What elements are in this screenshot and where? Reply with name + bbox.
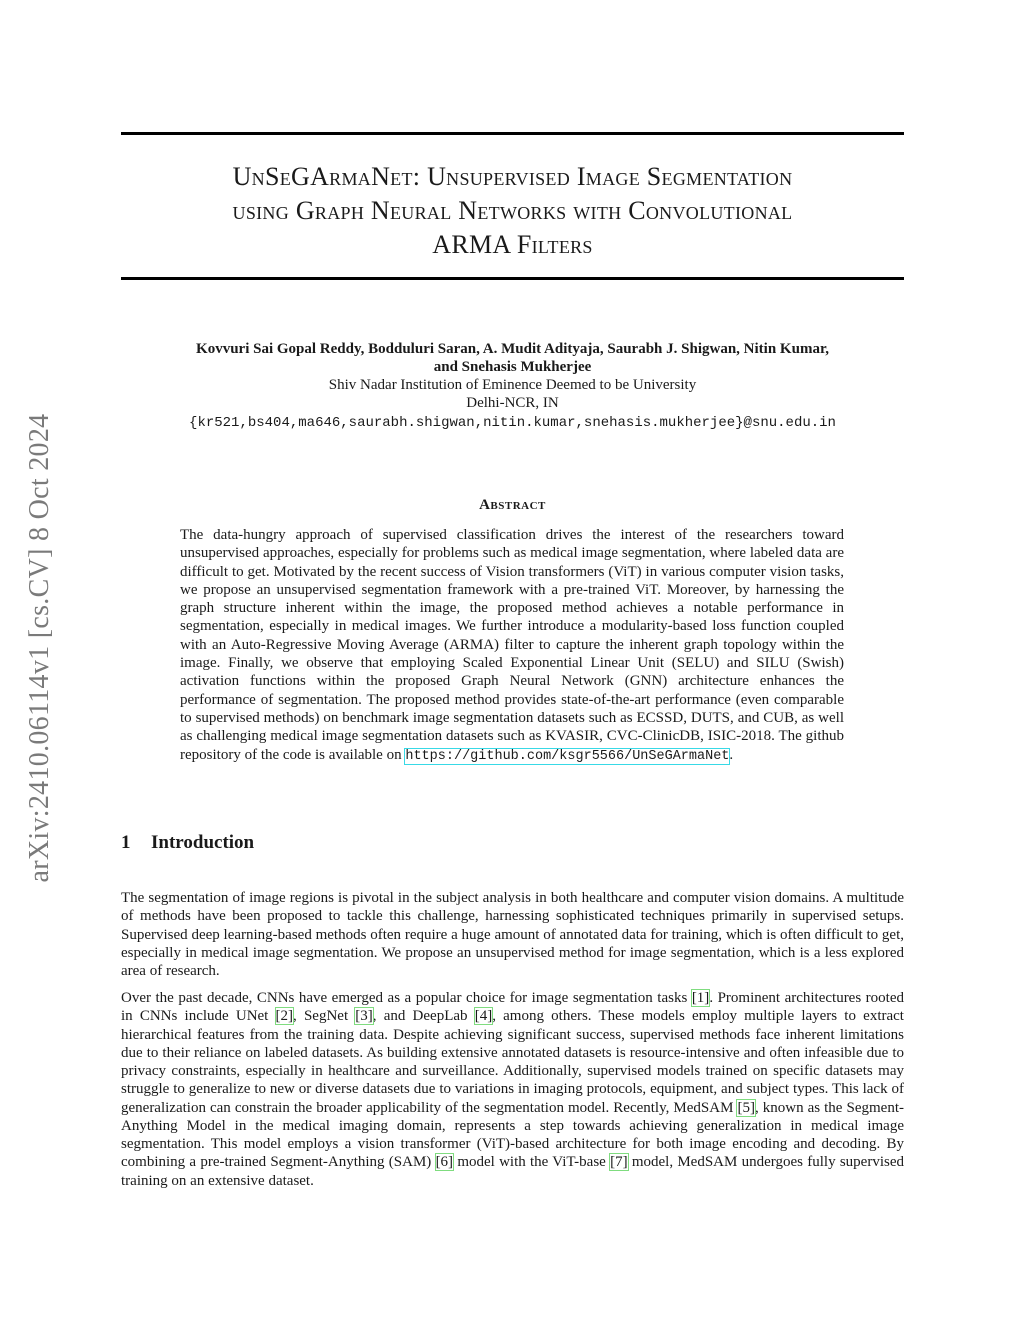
citation-link[interactable]: [5] xyxy=(737,1099,755,1116)
citation-link[interactable]: [4] xyxy=(474,1008,493,1025)
github-repo-link[interactable]: https://github.com/ksgr5566/UnSeGArmaNet xyxy=(405,748,730,764)
para2-text: , among others. These models employ multiple layers to extract hierarchical features from the training data. Despite achieving significant success, supervised methods face inherent limitations due to their reliance on labeled datasets. As building extensive annotated datasets is resource-intensive and often infeasible due to privacy constraints, especially in healthcare and surveillance. Additionally, supervised models trained on specific datasets may struggle to generalize to new or diverse datasets due to variations in imaging protocols, equipment, and subject types. This lack of generalization can constrain the broader applicability of the segmentation model. Recently, MedSAM xyxy=(121,1008,904,1116)
title-line-3: ARMA Filters xyxy=(432,230,593,259)
citation-link[interactable]: [2] xyxy=(275,1008,294,1025)
paper-title xyxy=(121,160,904,262)
author-names-line-1: Kovvuri Sai Gopal Reddy, Bodduluri Saran, A. Mudit Adityaja, Saurabh J. Shigwan, Nitin Kumar, xyxy=(196,341,829,357)
para2-text: , known as the Segment-Anything Model in the medical imaging domain, represents a step towards achieving generalization in medical image segmentation. This model employs a vision transformer (ViT)-based architecture for both image encoding and decoding. By combining a pre-trained Segment-Anything (SAM) xyxy=(121,1099,904,1171)
para2-text: model with the ViT-base xyxy=(453,1154,611,1171)
para2-text: model, MedSAM undergoes fully supervised training on an extensive dataset. xyxy=(121,1154,904,1189)
citation-link[interactable]: [7] xyxy=(610,1154,628,1171)
affiliation: Shiv Nadar Institution of Eminence Deemed to be University xyxy=(328,377,697,393)
title-line-2: using Graph Neural Networks with Convolutional xyxy=(232,196,793,225)
citation-link[interactable]: [3] xyxy=(355,1008,373,1025)
para2-text: Over the past decade, CNNs have emerged as a popular choice for image segmentation tasks xyxy=(121,990,692,1006)
para2-text: , SegNet xyxy=(293,1008,356,1025)
para2-text: . Prominent architectures rooted in CNNs include UNet xyxy=(121,990,905,1025)
arxiv-identifier-stamp: arXiv:2410.06114v1 [cs.CV] 8 Oct 2024 xyxy=(24,413,55,883)
para2-text: , and DeepLab xyxy=(372,1008,475,1025)
intro-paragraph-2 xyxy=(121,989,904,1190)
title-line-1: UnSeGArmaNet: Unsupervised Image Segmentation xyxy=(232,162,793,191)
abstract-body xyxy=(180,526,844,766)
intro-paragraph-1: The segmentation of image regions is pivotal in the subject analysis in both healthcare and computer vision domains. A multitude of methods have been proposed to tackle this challenge, harnessing sophisticated techniques primarily in supervised setups. Supervised deep learning-based methods often require a huge amount of annotated data for training, which is often difficult to get, especially in medical image segmentation. We propose an unsupervised method for image segmentation, which is a less explored area of research. xyxy=(121,890,904,979)
section-heading-introduction xyxy=(121,832,254,854)
abstract-heading: Abstract xyxy=(479,497,546,513)
author-block xyxy=(121,340,904,432)
author-names-line-2: and Snehasis Mukherjee xyxy=(433,359,592,375)
abstract-text: The data-hungry approach of supervised classification drives the interest of the researchers toward unsupervised approaches, especially for problems such as medical image segmentation, where labeled data are difficult to get. Motivated by the recent success of Vision transformers (ViT) in various computer vision tasks, we propose an unsupervised segmentation framework with a pre-trained ViT. Moreover, by harnessing the graph structure inherent within the image, the proposed method achieves a notable performance in segmentation, especially in medical images. We further introduce a modularity-based loss function coupled with an Auto-Regressive Moving Average (ARMA) filter to capture the inherent graph topology within the image. Finally, we observe that employing Scaled Exponential Linear Unit (SELU) and SILU (Swish) activation functions within the proposed Graph Neural Network (GNN) architecture enhances the performance of segmentation. The proposed method provides state-of-the-art performance (even comparable to supervised methods) on benchmark image segmentation datasets such as ECSSD, DUTS, and CUB, as well as challenging medical image segmentation datasets such as KVASIR, CVC-ClinicDB, ISIC-2018. The github repository of the code is available on xyxy=(180,527,844,763)
author-emails: {kr521,bs404,ma646,saurabh.shigwan,nitin.kumar,snehasis.mukherjee}@snu.edu.in xyxy=(189,415,836,431)
abstract-end-punct: . xyxy=(729,746,734,763)
affiliation-location: Delhi-NCR, IN xyxy=(466,395,559,411)
citation-link[interactable]: [6] xyxy=(435,1154,454,1171)
section-number: 1 xyxy=(121,832,131,853)
title-rule-bottom xyxy=(121,277,904,280)
section-title: Introduction xyxy=(151,832,255,853)
title-rule-top xyxy=(121,132,904,135)
citation-link[interactable]: [1] xyxy=(691,990,710,1006)
